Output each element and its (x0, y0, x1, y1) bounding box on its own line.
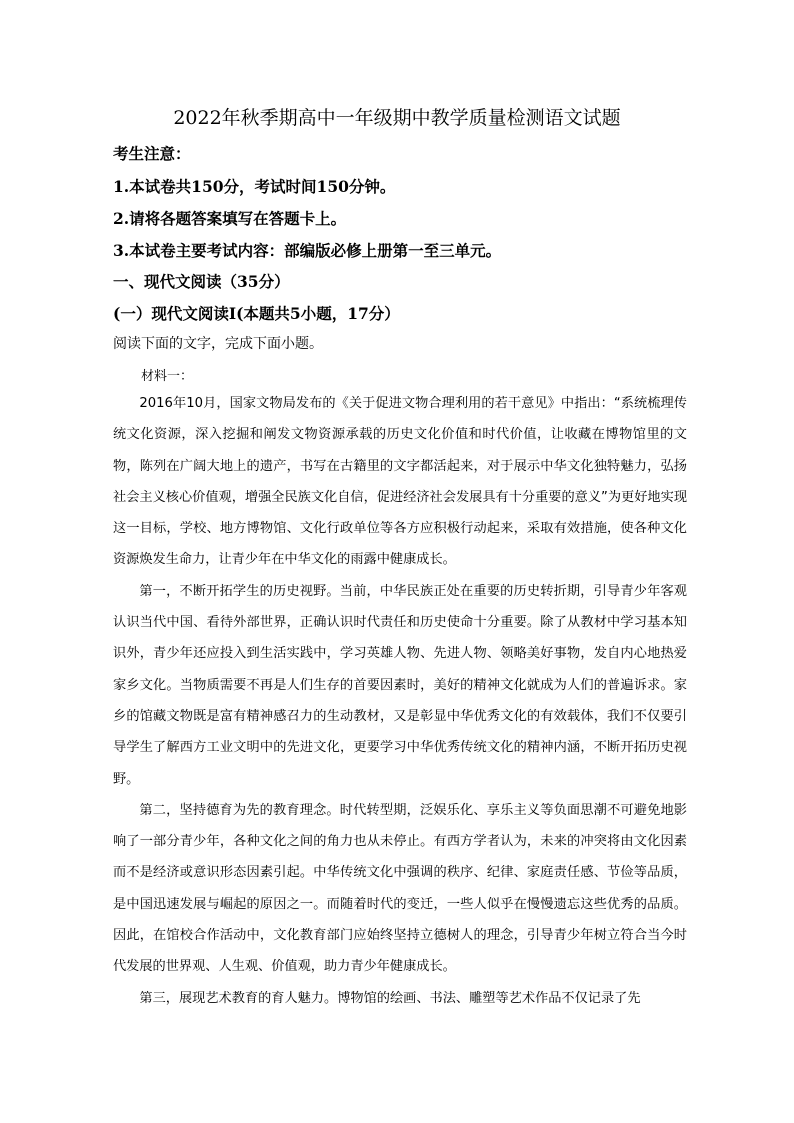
paragraph: 第一，不断开拓学生的历史视野。当前，中华民族正处在重要的历史转折期，引导青少年客观认识当代中国、看待外部世界，正确认识时代责任和历史使命十分重要。除了从教材中学习基本知识外，青少年还应投入到生活实践中，学习英雄人物、先进人物、领略美好事物，发自内心地热爱家乡文化。当物质需要不再是人们生存的首要因素时，美好的精神文化就成为人们的普遍诉求。家乡的馆藏文物既是富有精神感召力的生动教材，又是彰显中华优秀文化的有效载体，我们不仅要引导学生了解西方工业文明中的先进文化，更要学习中华优秀传统文化的精神内涵，不断开拓历史视野。 (113, 583, 687, 787)
material-body (113, 388, 687, 1014)
notice-item: 3.本试卷主要考试内容：部编版必修上册第一至三单元。 (113, 241, 502, 260)
notice-item: 2.请将各题答案填写在答题卡上。 (113, 209, 347, 228)
reading-instruction: 阅读下面的文字，完成下面小题。 (113, 336, 323, 352)
paragraph: 第三，展现艺术教育的育人魅力。博物馆的绘画、书法、雕塑等艺术作品不仅记录了先 (139, 990, 641, 1006)
subsection-heading: (一）现代文阅读Ⅰ(本题共5小题，17分） (113, 304, 400, 323)
section-heading: 一、现代文阅读（35分） (113, 272, 290, 291)
paragraph: 第二，坚持德育为先的教育理念。时代转型期，泛娱乐化、享乐主义等负面思潮不可避免地影响了一部分青少年，各种文化之间的角力也从未停止。有西方学者认为，未来的冲突将由文化因素而不是经济或意识形态因素引起。中华传统文化中强调的秩序、纪律、家庭责任感、节俭等品质，是中国迅速发展与崛起的原因之一。而随着时代的变迁，一些人似乎在慢慢遗忘这些优秀的品质。因此，在馆校合作活动中，文化教育部门应始终坚持立德树人的理念，引导青少年树立符合当今时代发展的世界观、人生观、价值观，助力青少年健康成长。 (113, 802, 687, 975)
notice-item: 1.本试卷共150分，考试时间150分钟。 (113, 177, 396, 196)
material-label: 材料一： (141, 369, 194, 384)
exam-title: 2022年秋季期高中一年级期中教学质量检测语文试题 (173, 107, 621, 129)
paragraph: 2016年10月，国家文物局发布的《关于促进文物合理利用的若干意见》中指出：“系统梳理传统文化资源，深入挖掘和阐发文物资源承载的历史文化价值和时代价值，让收藏在博物馆里的文物，陈列在广阔大地上的遗产，书写在古籍里的文字都活起来，对于展示中华文化独特魅力，弘扬社会主义核心价值观，增强全民族文化自信，促进经济社会发展具有十分重要的意义”为更好地实现这一目标，学校、地方博物馆、文化行政单位等各方应积极行动起来，采取有效措施，使各种文化资源焕发生命力，让青少年在中华文化的雨露中健康成长。 (113, 396, 687, 568)
notice-heading: 考生注意： (113, 144, 191, 163)
